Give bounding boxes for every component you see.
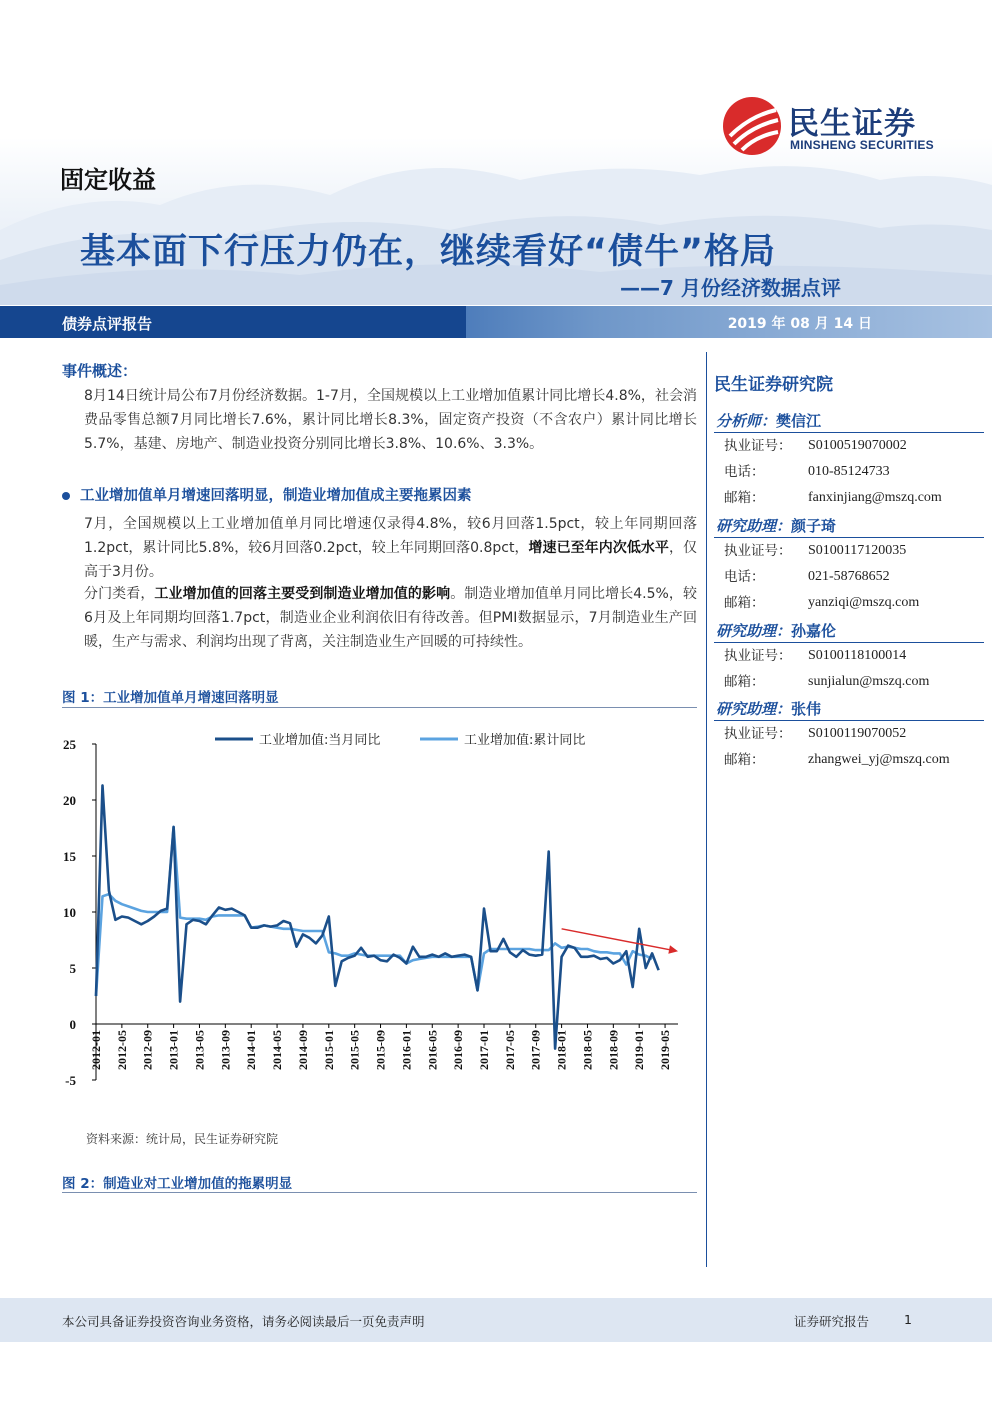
analyst-name: 孙嘉伦 bbox=[791, 622, 837, 640]
row-value: S0100119070052 bbox=[808, 726, 907, 741]
legend-label: 工业增加值:累计同比 bbox=[464, 733, 586, 748]
analyst-role: 研究助理： bbox=[716, 622, 792, 640]
report-header bbox=[0, 0, 992, 305]
row-value: 021-58768652 bbox=[808, 569, 890, 584]
x-tick-label: 2012-01 bbox=[89, 1030, 103, 1070]
paragraph-manufacturing-text: 。制造业增加值单月同比增长4.5%，较6月及上年同期均回落1.7pct，制造业企业利润依旧有待改善。但PMI数据显示，7月制造业生产回暖，生产与需求、利润均出现了背离，关注制造业生产回暖的可持续性。 bbox=[84, 586, 698, 650]
sidebar-divider bbox=[706, 352, 707, 1267]
analyst-row bbox=[714, 643, 984, 669]
y-tick-label: 15 bbox=[63, 849, 76, 864]
y-tick-label: -5 bbox=[65, 1073, 76, 1088]
x-tick-label: 2016-05 bbox=[425, 1030, 440, 1070]
analyst-row bbox=[714, 721, 984, 747]
y-tick-label: 10 bbox=[63, 905, 76, 920]
report-title: 基本面下行压力仍在，继续看好“债牛”格局 bbox=[80, 232, 777, 272]
row-value: S0100117120035 bbox=[808, 543, 907, 558]
analyst-role: 研究助理： bbox=[716, 517, 792, 535]
analyst-heading bbox=[714, 410, 984, 433]
x-tick-label: 2012-09 bbox=[140, 1030, 155, 1070]
x-tick-label: 2015-05 bbox=[347, 1030, 362, 1070]
analyst-name: 颜子琦 bbox=[791, 517, 837, 535]
paragraph-industrial-highlight: 增速已至年内次低水平 bbox=[528, 540, 669, 556]
x-tick-label: 2012-05 bbox=[114, 1030, 129, 1070]
row-value: S0100118100014 bbox=[808, 648, 907, 663]
analyst-row bbox=[714, 564, 984, 590]
row-label: 邮箱： bbox=[724, 490, 765, 506]
analyst-heading bbox=[714, 515, 984, 538]
row-label: 邮箱： bbox=[724, 752, 765, 768]
x-tick-label: 2018-09 bbox=[606, 1030, 621, 1070]
paragraph-manufacturing-lead: 分门类看， bbox=[84, 586, 155, 602]
report-subtitle: ——7 月份经济数据点评 bbox=[620, 276, 841, 300]
row-value: S0100519070002 bbox=[808, 438, 907, 453]
logo-english-name: MINSHENG SECURITIES bbox=[790, 138, 934, 152]
analyst-card bbox=[714, 698, 984, 773]
report-category: 固定收益 bbox=[60, 166, 156, 194]
report-date: 2019 年 08 月 14 日 bbox=[727, 316, 872, 332]
x-tick-label: 2018-05 bbox=[580, 1030, 595, 1070]
minsheng-logo-icon bbox=[722, 96, 782, 156]
x-tick-label: 2017-05 bbox=[502, 1030, 517, 1070]
analyst-row bbox=[714, 538, 984, 564]
row-value: 010-85124733 bbox=[808, 464, 890, 479]
x-tick-label: 2017-09 bbox=[528, 1030, 543, 1070]
research-institute: 民生证券研究院 bbox=[714, 375, 833, 395]
figure1-rule bbox=[62, 707, 697, 708]
analyst-name: 樊信江 bbox=[776, 412, 822, 430]
paragraph-industrial bbox=[84, 512, 697, 584]
industrial-value-added-chart bbox=[60, 718, 700, 1128]
figure2-title: 图 2：制造业对工业增加值的拖累明显 bbox=[62, 1176, 293, 1192]
analyst-row bbox=[714, 459, 984, 485]
row-label: 执业证号： bbox=[724, 438, 792, 454]
row-label: 执业证号： bbox=[724, 543, 792, 559]
y-tick-label: 25 bbox=[63, 737, 76, 752]
row-value: yanziqi@mszq.com bbox=[808, 595, 920, 610]
row-label: 邮箱： bbox=[724, 674, 765, 690]
x-tick-label: 2013-05 bbox=[192, 1030, 207, 1070]
company-logo bbox=[722, 96, 952, 158]
analyst-role: 分析师： bbox=[716, 412, 777, 430]
row-label: 电话： bbox=[724, 464, 765, 480]
paragraph-manufacturing-highlight: 工业增加值的回落主要受到制造业增加值的影响 bbox=[154, 586, 451, 602]
logo-chinese-name: 民生证券 bbox=[788, 106, 916, 142]
bullet-heading-text: 工业增加值单月增速回落明显，制造业增加值成主要拖累因素 bbox=[80, 488, 472, 504]
page-footer bbox=[0, 1298, 992, 1342]
analyst-name: 张伟 bbox=[791, 700, 822, 718]
report-type: 债券点评报告 bbox=[62, 315, 153, 333]
footer-doc-type: 证券研究报告 bbox=[794, 1314, 870, 1329]
trend-arrow-line bbox=[562, 929, 672, 950]
bullet-heading bbox=[62, 484, 472, 505]
y-tick-label: 0 bbox=[69, 1017, 76, 1032]
figure1-source: 资料来源：统计局，民生证券研究院 bbox=[86, 1132, 279, 1146]
row-label: 电话： bbox=[724, 569, 765, 585]
event-section-title: 事件概述： bbox=[62, 362, 138, 380]
x-tick-label: 2019-01 bbox=[632, 1030, 647, 1070]
paragraph-manufacturing bbox=[84, 582, 697, 654]
row-value: fanxinjiang@mszq.com bbox=[808, 490, 942, 505]
analyst-card bbox=[714, 410, 984, 511]
x-tick-label: 2017-01 bbox=[477, 1030, 491, 1070]
x-tick-label: 2014-01 bbox=[244, 1030, 259, 1070]
analyst-row bbox=[714, 747, 984, 773]
row-label: 邮箱： bbox=[724, 595, 765, 611]
page-number: 1 bbox=[904, 1312, 912, 1327]
paragraph-industrial-text: 7月，全国规模以上工业增加值单月同比增速仅录得4.8%，较6月回落1.5pct，较上年同期回落1.2pct，累计同比5.8%，较6月回落0.2pct，较上年同期回落0.8pct， bbox=[84, 516, 697, 556]
analyst-role: 研究助理： bbox=[716, 700, 792, 718]
row-label: 执业证号： bbox=[724, 648, 792, 664]
legend-label: 工业增加值:当月同比 bbox=[259, 733, 381, 748]
x-tick-label: 2019-05 bbox=[658, 1030, 673, 1070]
analyst-heading bbox=[714, 698, 984, 721]
trend-arrow-head-icon bbox=[668, 945, 678, 954]
y-tick-label: 20 bbox=[63, 793, 76, 808]
x-tick-label: 2018-01 bbox=[554, 1030, 569, 1070]
analyst-heading bbox=[714, 620, 984, 643]
figure1-title: 图 1：工业增加值单月增速回落明显 bbox=[62, 690, 279, 706]
x-tick-label: 2016-09 bbox=[451, 1030, 466, 1070]
analyst-row bbox=[714, 590, 984, 616]
x-tick-label: 2016-01 bbox=[399, 1030, 414, 1070]
event-paragraph: 8月14日统计局公布7月份经济数据。1-7月，全国规模以上工业增加值累计同比增长4.8%，社会消费品零售总额7月同比增长7.6%，累计同比增长8.3%，固定资产投资（不含农户）累计同比增长5.7%，基建、房地产、制造业投资分别同比增长3.8%、10.6%、3.3%。 bbox=[84, 388, 697, 452]
bullet-dot-icon bbox=[62, 492, 70, 500]
footer-disclaimer: 本公司具备证券投资咨询业务资格，请务必阅读最后一页免责声明 bbox=[62, 1314, 425, 1329]
x-tick-label: 2014-05 bbox=[270, 1030, 285, 1070]
analyst-card bbox=[714, 515, 984, 616]
analyst-row bbox=[714, 485, 984, 511]
analyst-row bbox=[714, 433, 984, 459]
x-tick-label: 2014-09 bbox=[295, 1030, 310, 1070]
x-tick-label: 2015-01 bbox=[321, 1030, 336, 1070]
row-label: 执业证号： bbox=[724, 726, 792, 742]
x-tick-label: 2013-09 bbox=[218, 1030, 233, 1070]
row-value: zhangwei_yj@mszq.com bbox=[808, 752, 950, 767]
x-tick-label: 2013-01 bbox=[166, 1030, 181, 1070]
analyst-row bbox=[714, 669, 984, 695]
report-info-bar bbox=[0, 306, 992, 338]
paragraph-industrial-tail: ，仅高于3月份。 bbox=[84, 540, 697, 580]
analyst-card bbox=[714, 620, 984, 695]
x-tick-label: 2015-09 bbox=[373, 1030, 388, 1070]
row-value: sunjialun@mszq.com bbox=[808, 674, 930, 689]
figure2-rule bbox=[62, 1192, 697, 1193]
y-tick-label: 5 bbox=[69, 961, 76, 976]
